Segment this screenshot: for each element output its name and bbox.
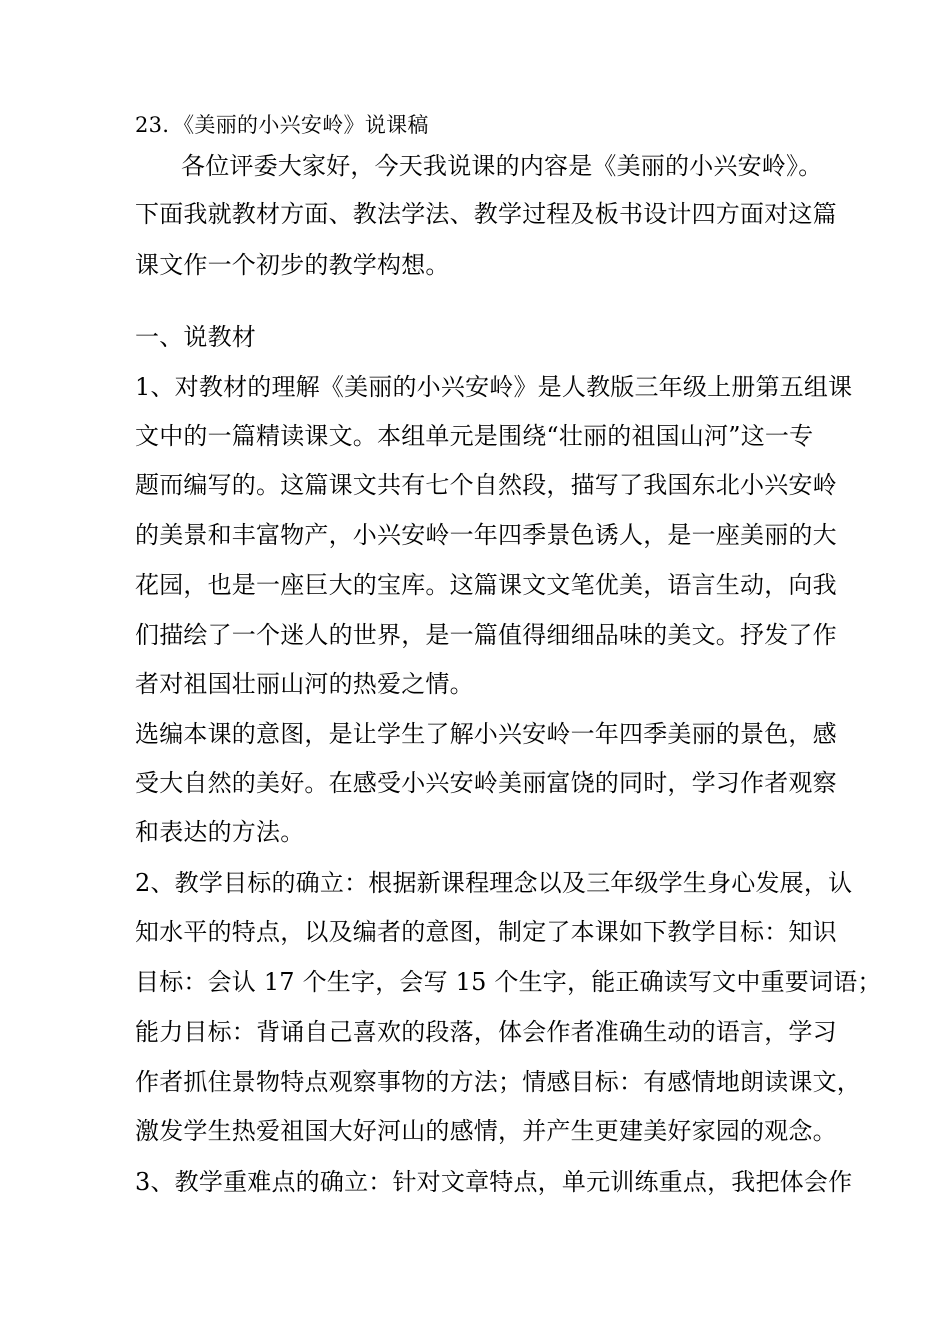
paragraph-line: 和表达的方法。 [135,818,305,846]
paragraph-line: 激发学生热爱祖国大好河山的感情，并产生更建美好家园的观念。 [135,1117,837,1145]
paragraph-line: 者对祖国壮丽山河的热爱之情。 [135,670,474,698]
paragraph-line: 1、对教材的理解《美丽的小兴安岭》是人教版三年级上册第五组课 [135,373,853,401]
document-title: 23．《美丽的小兴安岭》说课稿 [135,113,429,137]
paragraph-line: 选编本课的意图，是让学生了解小兴安岭一年四季美丽的景色，感 [135,720,837,748]
paragraph-line: 目标：会认 17 个生字，会写 15 个生字，能正确读写文中重要词语； [135,968,882,996]
paragraph-line: 作者抓住景物特点观察事物的方法；情感目标：有感情地朗读课文， [135,1068,861,1096]
intro-line: 课文作一个初步的教学构想。 [135,251,450,279]
intro-line: 下面我就教材方面、教法学法、教学过程及板书设计四方面对这篇 [135,200,837,228]
paragraph-line: 受大自然的美好。在感受小兴安岭美丽富饶的同时，学习作者观察 [135,769,837,797]
paragraph-line: 的美景和丰富物产，小兴安岭一年四季景色诱人，是一座美丽的大 [135,521,837,549]
paragraph-line: 文中的一篇精读课文。本组单元是围绕“壮丽的祖国山河”这一专 [135,422,814,450]
intro-line: 各位评委大家好，今天我说课的内容是《美丽的小兴安岭》。 [181,152,823,180]
paragraph-line: 题而编写的。这篇课文共有七个自然段，描写了我国东北小兴安岭 [135,471,837,499]
paragraph-line: 们描绘了一个迷人的世界，是一篇值得细细品味的美文。抒发了作 [135,621,837,649]
paragraph-line: 2、教学目标的确立：根据新课程理念以及三年级学生身心发展，认 [135,869,853,897]
paragraph-line: 知水平的特点，以及编者的意图，制定了本课如下教学目标：知识 [135,918,837,946]
paragraph-line: 花园，也是一座巨大的宝库。这篇课文文笔优美，语言生动，向我 [135,571,837,599]
section-heading: 一、说教材 [135,323,256,351]
paragraph-line: 能力目标：背诵自己喜欢的段落，体会作者准确生动的语言，学习 [135,1018,837,1046]
paragraph-line: 3、教学重难点的确立：针对文章特点，单元训练重点，我把体会作 [135,1168,853,1196]
